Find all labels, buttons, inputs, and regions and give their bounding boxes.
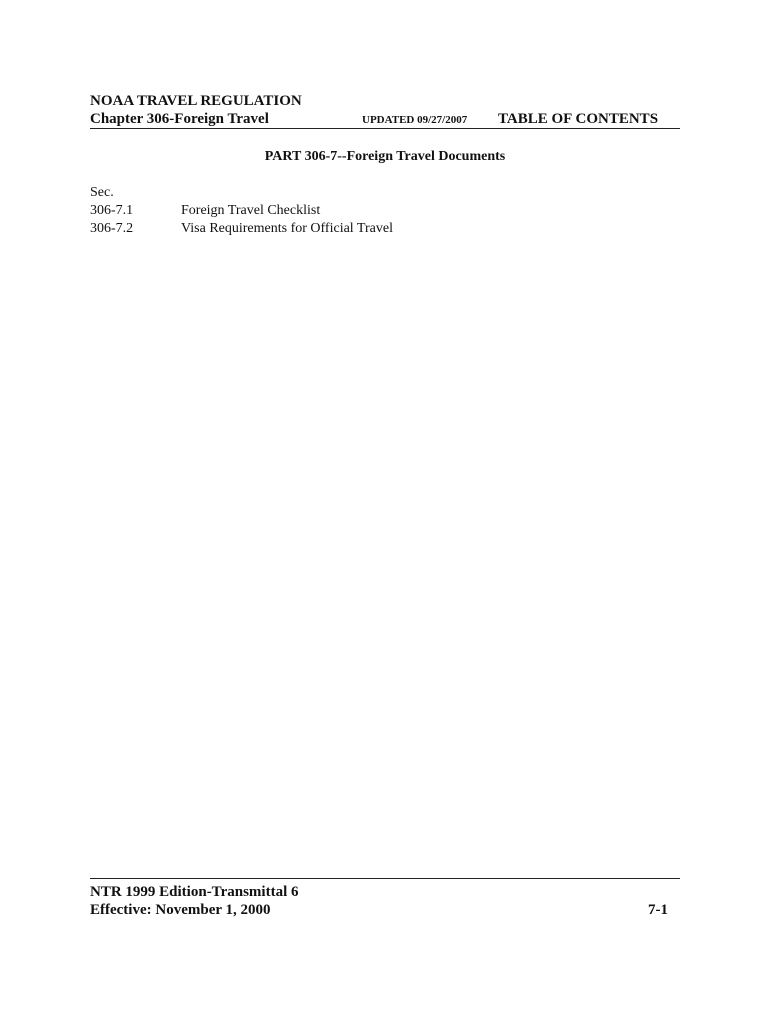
header-title: NOAA TRAVEL REGULATION: [90, 93, 302, 109]
header-chapter: Chapter 306-Foreign Travel: [90, 111, 269, 127]
header-section-title: TABLE OF CONTENTS: [498, 111, 659, 127]
page-number: 7-1: [648, 902, 668, 918]
toc-entry-number: 306-7.2: [90, 221, 134, 236]
toc-entry-number: 306-7.1: [90, 203, 134, 218]
header-divider: [90, 128, 680, 129]
toc-entry-title: Visa Requirements for Official Travel: [181, 221, 393, 236]
footer-edition: NTR 1999 Edition-Transmittal 6: [90, 884, 299, 900]
header-updated-date: UPDATED 09/27/2007: [362, 114, 468, 126]
footer-effective-date: Effective: November 1, 2000: [90, 902, 271, 918]
toc-entry-title: Foreign Travel Checklist: [181, 203, 321, 218]
footer-divider: [90, 878, 680, 879]
section-label: Sec.: [90, 185, 114, 200]
part-title: PART 306-7--Foreign Travel Documents: [264, 149, 506, 164]
